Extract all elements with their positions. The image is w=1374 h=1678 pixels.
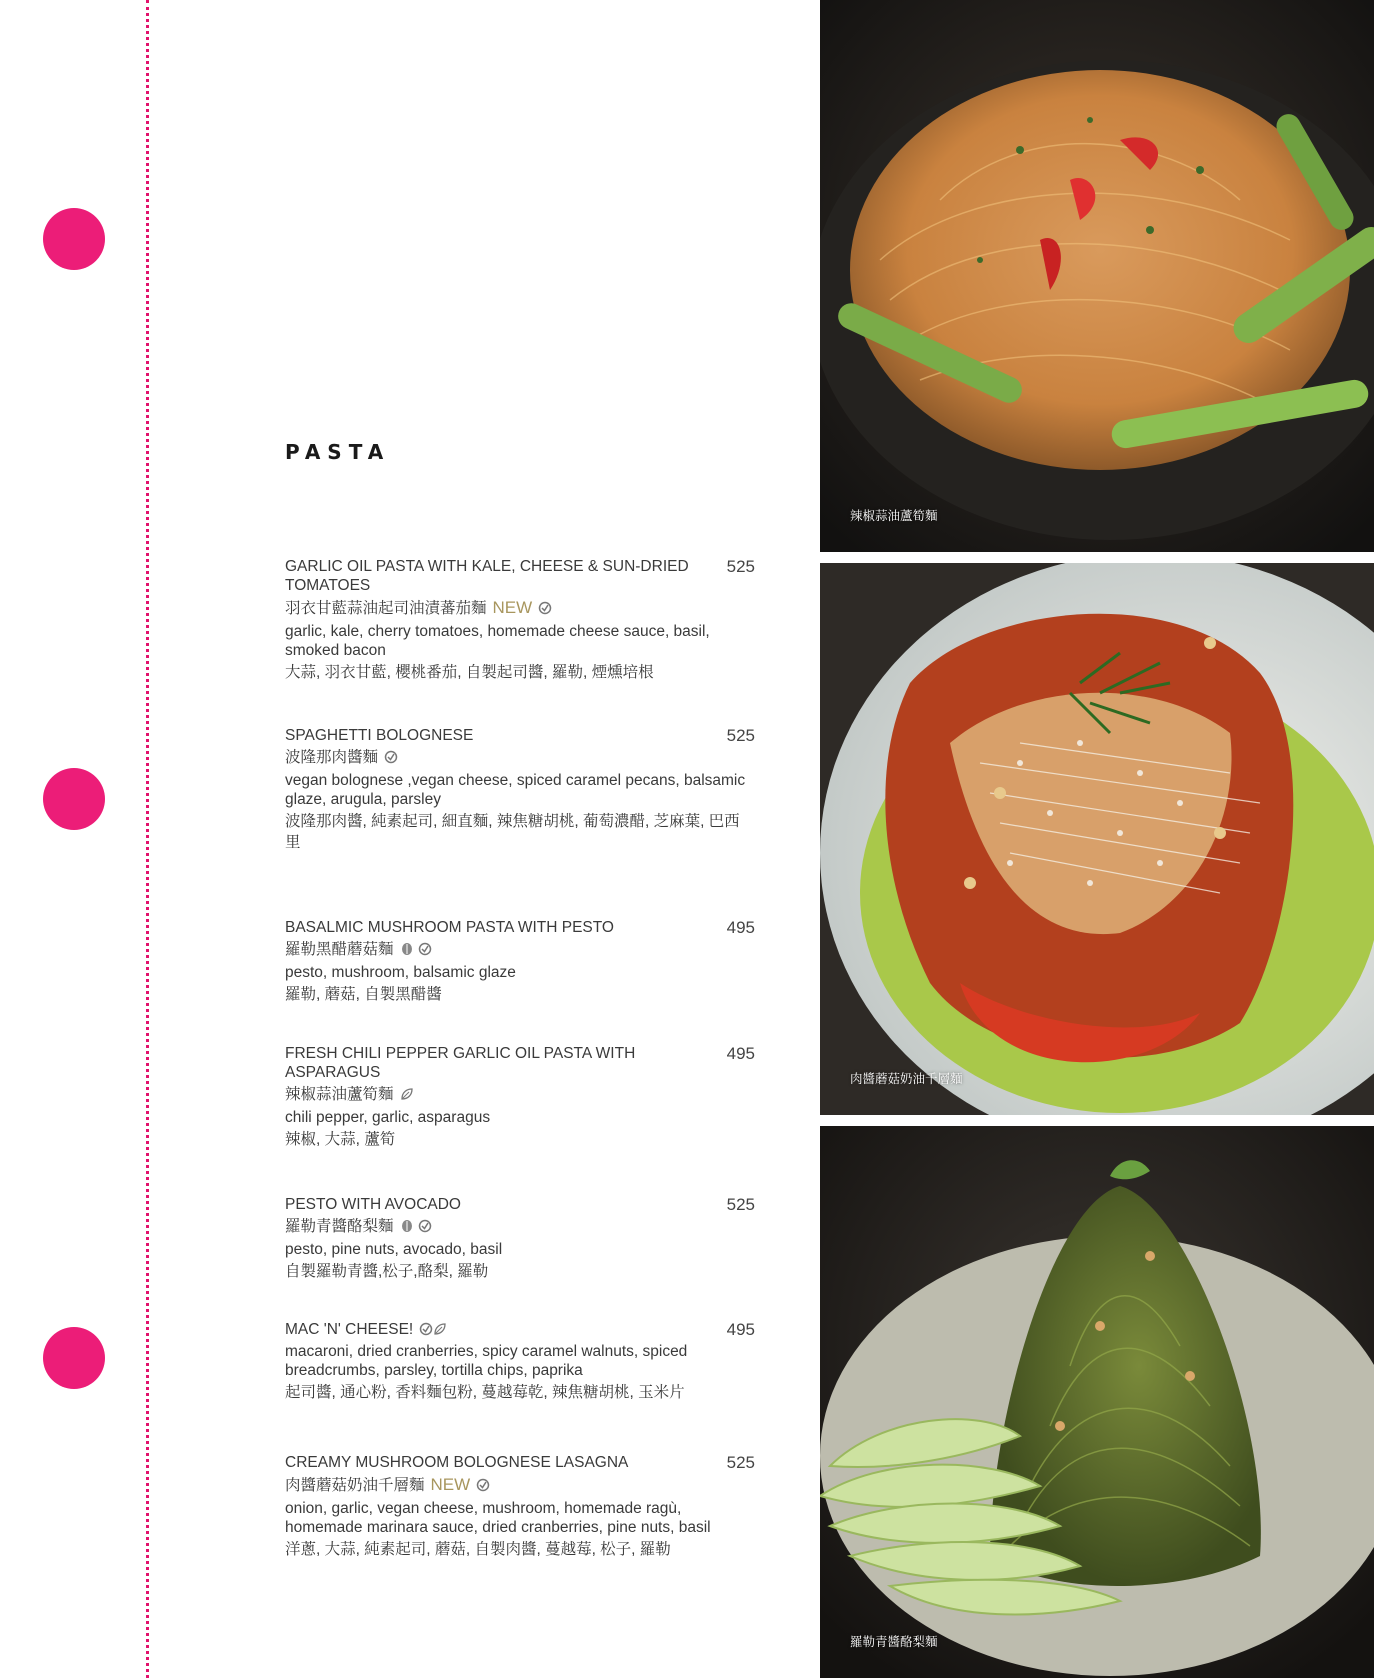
item-name: CREAMY MUSHROOM BOLOGNESE LASAGNA <box>285 1454 629 1471</box>
item-description-zh: 自製羅勒青醬,松子,酪梨, 羅勒 <box>285 1263 489 1280</box>
menu-item <box>285 1195 755 1282</box>
item-description-zh: 波隆那肉醬, 純素起司, 細直麵, 辣焦糖胡桃, 葡萄濃醋, 芝麻葉, 巴西里 <box>285 813 740 851</box>
item-name-zh: 羅勒青醬酪梨麵 <box>285 1216 755 1237</box>
menu-item <box>285 726 755 853</box>
binder-hole <box>43 1327 105 1389</box>
item-description: pesto, pine nuts, avocado, basil <box>285 1241 503 1258</box>
item-description-zh: 起司醬, 通心粉, 香料麵包粉, 蔓越莓乾, 辣焦糖胡桃, 玉米片 <box>285 1384 685 1401</box>
vegan-icon <box>538 601 552 615</box>
item-price: 495 <box>726 1320 755 1339</box>
menu-item <box>285 557 755 683</box>
item-description: pesto, mushroom, balsamic glaze <box>285 964 516 981</box>
vegan-icon <box>476 1478 490 1492</box>
item-name: SPAGHETTI BOLOGNESE <box>285 727 474 744</box>
item-description: vegan bolognese ,vegan cheese, spiced caramel pecans, balsamic glaze, arugula, parsley <box>285 772 746 808</box>
new-badge: NEW <box>430 1475 471 1494</box>
item-name-zh: 辣椒蒜油蘆筍麵 <box>285 1084 755 1105</box>
photo-caption: 辣椒蒜油蘆筍麵 <box>850 509 938 523</box>
vegetarian-leaf-icon <box>400 1087 414 1101</box>
binder-hole <box>43 208 105 270</box>
menu-item <box>285 1320 755 1403</box>
item-price: 525 <box>726 1195 755 1214</box>
item-name: FRESH CHILI PEPPER GARLIC OIL PASTA WITH ASPARAGUS <box>285 1045 636 1081</box>
item-name-zh: 肉醬蘑菇奶油千層麵 NEW <box>285 1474 755 1496</box>
photo-lasagna <box>820 563 1374 1115</box>
item-description-zh: 羅勒, 蘑菇, 自製黑醋醬 <box>285 986 442 1003</box>
item-name: MAC 'N' CHEESE! <box>285 1320 705 1339</box>
vegan-icon <box>418 1219 432 1233</box>
item-price: 525 <box>726 1453 755 1472</box>
item-description: onion, garlic, vegan cheese, mushroom, homemade ragù, homemade marinara sauce, dried cranberries, pine nuts, basil <box>285 1500 711 1536</box>
section-title: PASTA <box>285 440 391 464</box>
item-description-zh: 洋蔥, 大蒜, 純素起司, 蘑菇, 自製肉醬, 蔓越莓, 松子, 羅勒 <box>285 1541 671 1558</box>
item-name-zh: 羅勒黑醋蘑菇麵 <box>285 939 755 960</box>
item-description-zh: 辣椒, 大蒜, 蘆筍 <box>285 1131 396 1148</box>
photo-pesto-avocado <box>820 1126 1374 1678</box>
vegan-icon <box>419 1322 433 1336</box>
new-badge: NEW <box>492 598 533 617</box>
menu-item <box>285 1453 755 1560</box>
item-name: PESTO WITH AVOCADO <box>285 1196 461 1213</box>
item-description: garlic, kale, cherry tomatoes, homemade cheese sauce, basil, smoked bacon <box>285 623 710 659</box>
item-description-zh: 大蒜, 羽衣甘藍, 櫻桃番茄, 自製起司醬, 羅勒, 煙燻培根 <box>285 664 654 681</box>
item-price: 495 <box>726 1044 755 1063</box>
dotted-margin-line <box>146 0 149 1678</box>
item-description: chili pepper, garlic, asparagus <box>285 1109 491 1126</box>
item-name: GARLIC OIL PASTA WITH KALE, CHEESE & SUN-DRIED TOMATOES <box>285 558 689 594</box>
item-price: 525 <box>726 557 755 576</box>
item-name: BASALMIC MUSHROOM PASTA WITH PESTO <box>285 919 614 936</box>
nut-icon <box>400 942 414 956</box>
menu-item <box>285 1044 755 1150</box>
item-description: macaroni, dried cranberries, spicy caramel walnuts, spiced breadcrumbs, parsley, tortilla chips, paprika <box>285 1343 688 1379</box>
photo-caption: 肉醬蘑菇奶油千層麵 <box>850 1072 963 1086</box>
nut-icon <box>400 1219 414 1233</box>
photo-chili-garlic-pasta <box>820 0 1374 552</box>
menu-item <box>285 918 755 1005</box>
vegan-icon <box>418 942 432 956</box>
item-price: 495 <box>726 918 755 937</box>
binder-hole <box>43 768 105 830</box>
item-name-zh: 波隆那肉醬麵 <box>285 747 755 768</box>
photo-caption: 羅勒青醬酪梨麵 <box>850 1635 938 1649</box>
item-price: 525 <box>726 726 755 745</box>
vegetarian-leaf-icon <box>433 1322 447 1336</box>
item-name-zh: 羽衣甘藍蒜油起司油漬蕃茄麵 NEW <box>285 597 755 619</box>
vegan-icon <box>384 750 398 764</box>
